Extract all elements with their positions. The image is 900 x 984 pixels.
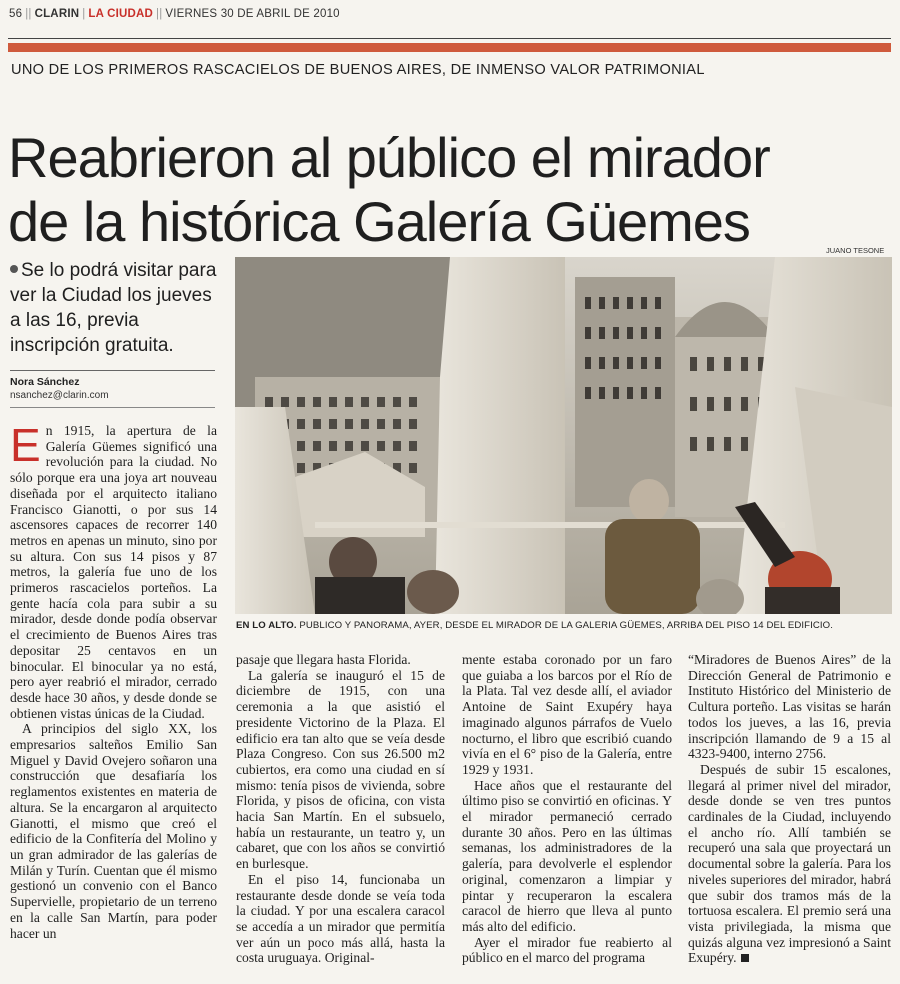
caption-text: PUBLICO Y PANORAMA, AYER, DESDE EL MIRADOR DE LA GALERIA GÜEMES, ARRIBA DEL PISO 14 DEL EDIFICIO. [299, 620, 833, 631]
body-paragraph: Ayer el mirador fue reabierto al público en el marco del programa [462, 934, 672, 966]
body-column-4 [688, 652, 891, 966]
bullet-icon [10, 265, 18, 273]
page-number: 56 [9, 8, 23, 20]
section-color-bar [8, 43, 891, 52]
section-name: LA CIUDAD [88, 8, 154, 20]
headline-line-1: Reabrieron al público el mirador [8, 125, 770, 189]
header-divider [8, 38, 891, 39]
issue-date: VIERNES 30 DE ABRIL DE 2010 [165, 8, 340, 20]
end-of-article-icon [741, 954, 749, 962]
photo-illustration [235, 257, 892, 614]
author-name: Nora Sánchez [10, 376, 80, 388]
headline [8, 126, 898, 254]
kicker: UNO DE LOS PRIMEROS RASCACIELOS DE BUENOS AIRES, DE INMENSO VALOR PATRIMONIAL [11, 62, 705, 78]
summary-text: Se lo podrá visitar para ver la Ciudad los jueves a las 16, previa inscripción gratuita. [10, 260, 217, 356]
photo-caption [236, 620, 833, 631]
drop-cap: E [10, 419, 41, 471]
body-paragraph: “Miradores de Buenos Aires” de la Dirección General de Patrimonio e Instituto Histórico del Ministerio de Cultura porteño. Las visitas se harán todos los jueves, a las 16, previa inscripción llamando de 9 a 15 al 4323-9400, interno 2756. [688, 652, 891, 762]
body-paragraph: pasaje que llegara hasta Florida. [236, 652, 411, 667]
summary [10, 258, 222, 358]
body-column-3 [462, 652, 672, 966]
body-paragraph: A principios del siglo XX, los empresarios salteños Emilio San Miguel y David Ovejero soñaron una construcción que desafiaría los reglamentos existentes en materia de altura. Se la encargaron al arquitecto Gianotti, el mismo que creó el edificio de la Confitería del Molino y un gran admirador de las galerías de Milán y Turín. Cuentan que él mismo gestionó un convenio con el Banco Supervielle, propietario de un terreno en la calle San Martín, para poder hacer un [10, 721, 217, 941]
summary-divider [10, 370, 215, 371]
byline-divider [10, 407, 215, 408]
body-paragraph: En el piso 14, funcionaba un restaurante desde donde se veía toda la ciudad. Y por una escalera caracol se accedía a un mirador que permitía ver aún un poco más allá, hasta la costa uruguaya. Original- [236, 871, 445, 966]
caption-lead: EN LO ALTO. [236, 620, 297, 631]
body-paragraph: Después de subir 15 escalones, llegará al primer nivel del mirador, desde donde se ven tres puntos cardinales de la Ciudad, incluyendo el ancho río. Allí también se recuperó una sala que proyectará un documental sobre la galería. Para los niveles superiores del mirador, habrá que subir dos tramos más de la tortuosa escalera. El premio será una vista privilegiada, la misma que quizás alguna vez impresionó a Saint Exupéry. [688, 761, 891, 966]
body-paragraph: La galería se inauguró el 15 de diciembre de 1915, con una ceremonia a la que asistió el presidente Victorino de la Plaza. El edificio era tan alto que se veía desde Plaza Congreso. Con sus 26.500 m2 cubiertos, era como una ciudad en sí mismo: tenía pisos de vivienda, sobre Florida, y pisos de oficina, con vista hacia San Martín. En el subsuelo, había un restaurante, un teatro y, un cabaret, que con los años se convirtió en burlesque. [236, 667, 445, 872]
newspaper-name: CLARIN [34, 8, 80, 20]
body-column-2 [236, 652, 445, 966]
photo-credit: JUANO TESONE [826, 246, 885, 255]
body-paragraph: mente estaba coronado por un faro que guiaba a los barcos por el Río de la Plata. Tal vez desde allí, el aviador Antoine de Saint Exupéry haya imaginado algunos párrafos de Vuelo nocturno, el libro que escribió cuando vivía en el 6° piso de la Galería, entre 1929 y 1931. [462, 652, 672, 777]
mirador-photo [235, 257, 892, 614]
body-column-1 [10, 419, 217, 941]
body-paragraph: Hace años que el restaurante del último piso se convirtió en oficinas. Y el mirador permaneció cerrado durante 30 años. Pero en las últimas semanas, los administradores de la galería, para devolverle el esplendor original, comenzaron a limpiar y pintar y recuperaron la escalera caracol de hierro que lleva al punto más alto del edificio. [462, 777, 672, 934]
headline-line-2: de la histórica Galería Güemes [8, 189, 750, 253]
author-email: nsanchez@clarin.com [10, 390, 109, 401]
page-folio: 56 || CLARIN | LA CIUDAD || VIERNES 30 DE ABRIL DE 2010 [9, 8, 340, 20]
body-paragraph: En 1915, la apertura de la Galería Güemes significó una revolución para la ciudad. No sólo porque era una joya art nouveau diseñada por el arquitecto italiano Francisco Gianotti, o por sus 14 ascensores capaces de recorrer 140 metros en apenas un minuto, sino por su altura. Con sus 14 pisos y 87 metros, la galería fue uno de los primeros rascacielos porteños. La gente hacía cola para subir a su mirador, desde donde podía observar el crecimiento de Buenos Aires tras depositar 25 centavos en un binocular. El binocular ya no está, pero ayer reabrió el mirador, cerrado desde hace 30 años, y desde donde se obtienen vistas únicas de la Ciudad. [10, 419, 217, 721]
